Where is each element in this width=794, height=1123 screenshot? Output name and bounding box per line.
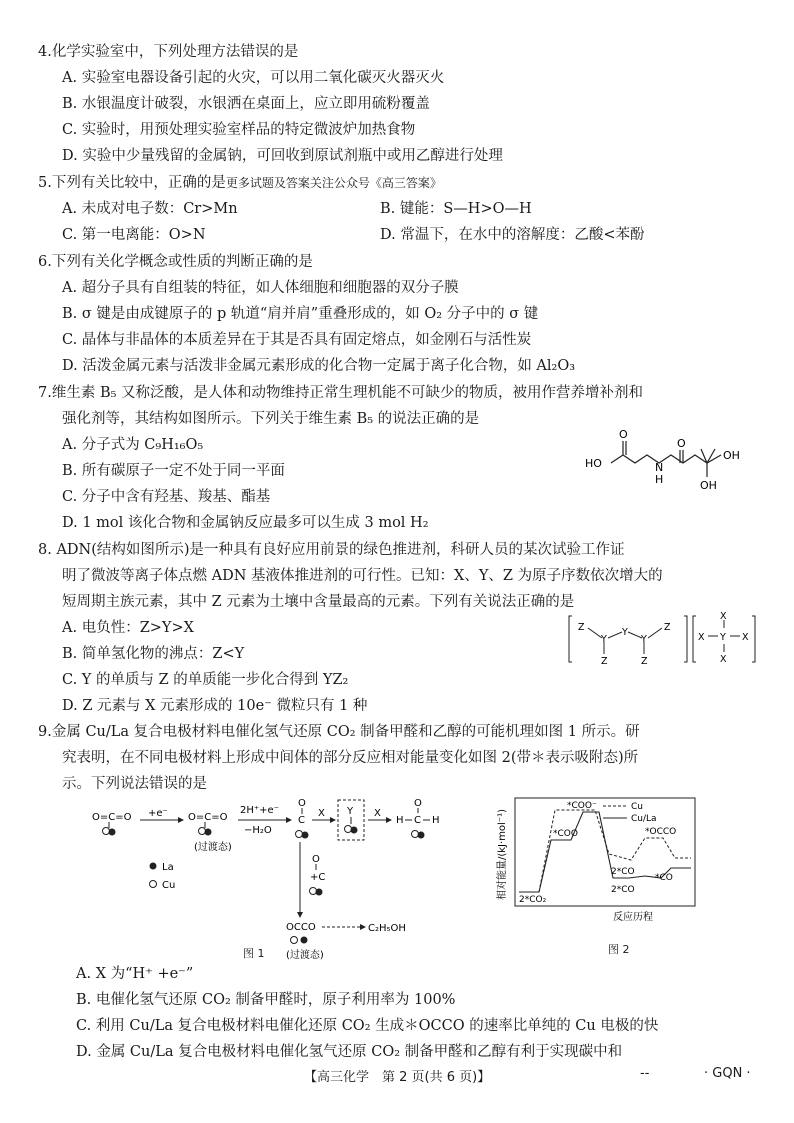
fig1-step2-top: 2H⁺+e⁻ (240, 805, 279, 816)
q6-option-d: D. 活泼金属元素与活泼非金属元素形成的化合物一定属于离子化合物，如 Al₂O₃ (62, 358, 576, 374)
q8-option-d: D. Z 元素与 X 元素形成的 10e⁻ 微粒只有 1 种 (62, 698, 368, 714)
adn-x3: X (742, 632, 749, 643)
q5-note: 更多试题及答案关注公众号《高三答案》 (225, 176, 442, 190)
fig2-xlabel: 反应历程 (613, 912, 653, 923)
figure-2-energy-profile (495, 796, 700, 936)
q8-option-a: A. 电负性：Z>Y>X (62, 620, 194, 636)
fig1-x-label: X (318, 808, 325, 819)
fig2-legend-cu: Cu (631, 802, 643, 812)
q5-option-a: A. 未成对电子数：Cr>Mn (62, 201, 238, 217)
q9-stem: 9.金属 Cu/La 复合电极材料电催化氢气还原 CO₂ 制备甲醛和乙醇的可能机理如图 1 所示。研 (38, 724, 640, 740)
svg-text:O=C=O: O=C=O (188, 812, 228, 823)
q5-stem-wrap (38, 173, 442, 193)
q8-option-b: B. 简单氢化物的沸点：Z<Y (62, 646, 245, 662)
b5-o2: O (677, 437, 686, 450)
adn-y4: Y (720, 632, 726, 643)
b5-oh1: OH (723, 449, 740, 462)
fig2-legend-culа: Cu/La (631, 814, 657, 824)
svg-text:C: C (298, 815, 305, 826)
q5-option-c: C. 第一电离能：O>N (62, 227, 206, 243)
q4-option-b: B. 水银温度计破裂，水银洒在桌面上，应立即用硫粉覆盖 (62, 96, 430, 112)
fig1-step1: +e⁻ (148, 808, 168, 819)
fig2-ylabel: 相对能量/(kJ·mol⁻¹) (497, 808, 508, 900)
q7-stem: 7.维生素 B₅ 又称泛酸，是人体和动物维持正常生理机能不可缺少的物质，被用作营养增补剂和 (38, 385, 644, 401)
footer-code: · GQN · (704, 1066, 751, 1081)
b5-n: N (655, 461, 664, 474)
q8-stem-2: 明了微波等离子体点燃 ADN 基液体推进剂的可行性。已知：X、Y、Z 为原子序数依次增大的 (62, 568, 663, 584)
adn-x4: X (720, 654, 727, 665)
q9-option-c: C. 利用 Cu/La 复合电极材料电催化还原 CO₂ 生成＊OCCO 的速率比单纯的 Cu 电极的快 (76, 1018, 659, 1034)
b5-o1: O (619, 428, 628, 441)
fig2-caption: 图 2 (608, 943, 630, 956)
fig1-caption: 图 1 (243, 947, 265, 960)
q9-option-d: D. 金属 Cu/La 复合电极材料电催化氢气还原 CO₂ 制备甲醛和乙醇有利于实现碳中和 (76, 1044, 623, 1060)
fig1-transition-2: (过渡态) (286, 950, 324, 961)
adn-z4: Z (641, 656, 648, 667)
adn-y2: Y (622, 627, 628, 638)
adn-y1: Y (601, 634, 607, 645)
q9-stem-3: 示。下列说法错误的是 (62, 776, 207, 792)
fig1-h-right: H (432, 815, 440, 826)
q6-option-a: A. 超分子具有自组装的特征，如人体细胞和细胞器的双分子膜 (62, 280, 459, 296)
fig2-species-2co-a: 2*CO (611, 867, 635, 877)
fig1-ethanol: C₂H₅OH (368, 923, 406, 934)
q6-option-c: C. 晶体与非晶体的本质差异在于其是否具有固定熔点，如金刚石与活性炭 (62, 332, 532, 348)
b5-oh2: OH (700, 479, 717, 492)
footer-page-info: 【高三化学 第 2 页(共 6 页)】 (304, 1070, 491, 1085)
fig1-plus-c: +C (310, 872, 326, 883)
fig2-species-coo: *COO (553, 829, 578, 839)
b5-ho: HO (585, 457, 602, 470)
svg-text:O: O (298, 798, 306, 809)
q6-option-b: B. σ 键是由成键原子的 p 轨道“肩并肩”重叠形成的，如 O₂ 分子中的 σ 键 (62, 306, 539, 322)
vitamin-b5-structure (585, 425, 760, 495)
fig1-legend-cu: Cu (162, 880, 176, 891)
q5-stem: 5.下列有关比较中，正确的是 (38, 175, 226, 191)
fig1-legend-la: La (162, 862, 174, 873)
q4-option-a: A. 实验室电器设备引起的火灾，可以用二氧化碳灭火器灭火 (62, 70, 445, 86)
q7-option-a: A. 分子式为 C₉H₁₆O₅ (62, 437, 204, 453)
fig1-x-label-2: X (374, 808, 381, 819)
q8-stem: 8. ADN(结构如图所示)是一种具有良好应用前景的绿色推进剂，科研人员的某次试验工作证 (38, 542, 625, 558)
q7-option-b: B. 所有碳原子一定不处于同一平面 (62, 463, 285, 479)
fig2-species-2co-b: 2*CO (611, 885, 635, 895)
adn-x1: X (720, 611, 727, 622)
q8-stem-3: 短周期主族元素，其中 Z 元素为土壤中含量最高的元素。下列有关说法正确的是 (62, 594, 575, 610)
adn-structure (568, 610, 758, 668)
b5-h: H (655, 473, 664, 486)
q9-option-b: B. 电催化氢气还原 CO₂ 制备甲醛时，原子利用率为 100% (76, 992, 456, 1008)
adn-z3: Z (601, 656, 608, 667)
adn-z1: Z (578, 622, 585, 633)
fig1-y-label: Y (347, 806, 354, 817)
svg-text:O: O (312, 854, 320, 865)
q4-option-c: C. 实验时，用预处理实验室样品的特定微波炉加热食物 (62, 122, 416, 138)
fig2-species-coo-minus: *COO⁻ (567, 801, 597, 811)
fig2-species-occo: *OCCO (645, 827, 677, 837)
adn-x2: X (698, 632, 705, 643)
q7-stem-2: 强化剂等，其结构如图所示。下列关于维生素 B₅ 的说法正确的是 (62, 411, 480, 427)
fig1-h-left: H (396, 815, 404, 826)
svg-text:C: C (414, 815, 421, 826)
figure-1-mechanism (90, 798, 490, 966)
q7-option-d: D. 1 mol 该化合物和金属钠反应最多可以生成 3 mol H₂ (62, 515, 429, 531)
fig1-occo: OCCO (286, 922, 316, 933)
footer-dash: -- (640, 1066, 650, 1081)
q5-option-b: B. 键能：S—H>O—H (380, 201, 532, 217)
fig1-transition: (过渡态) (194, 842, 232, 853)
q4-stem: 4.化学实验室中，下列处理方法错误的是 (38, 44, 299, 60)
adn-z2: Z (664, 622, 671, 633)
q5-option-d: D. 常温下，在水中的溶解度：乙酸<苯酚 (380, 227, 645, 243)
fig2-species-co: *CO (655, 873, 673, 883)
q7-option-c: C. 分子中含有羟基、羧基、酯基 (62, 489, 271, 505)
adn-y3: Y (641, 634, 647, 645)
svg-text:O=C=O: O=C=O (92, 812, 132, 823)
fig2-species-2co2: 2*CO₂ (519, 895, 547, 905)
q9-stem-2: 究表明，在不同电极材料上形成中间体的部分反应相对能量变化如图 2(带＊表示吸附态)所 (62, 750, 639, 766)
q6-stem: 6.下列有关化学概念或性质的判断正确的是 (38, 254, 313, 270)
svg-text:O: O (414, 798, 422, 809)
q8-option-c: C. Y 的单质与 Z 的单质能一步化合得到 YZ₂ (62, 672, 349, 688)
fig1-step2-bottom: −H₂O (244, 825, 272, 836)
q9-option-a: A. X 为“H⁺ +e⁻” (76, 966, 194, 982)
q4-option-d: D. 实验中少量残留的金属钠，可回收到原试剂瓶中或用乙醇进行处理 (62, 148, 503, 164)
